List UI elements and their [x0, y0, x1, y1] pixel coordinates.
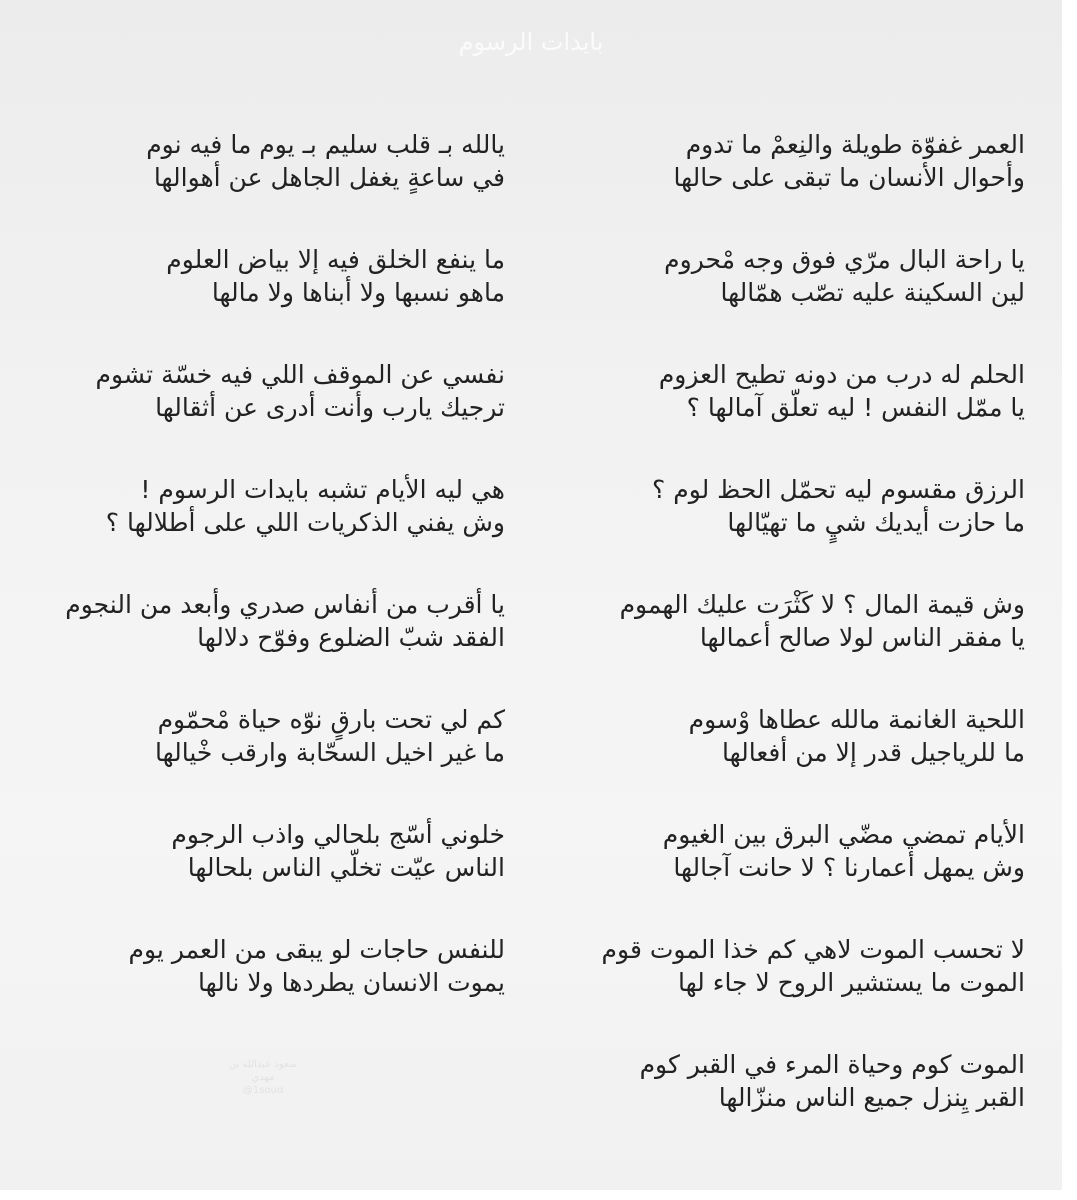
stanza [5, 818, 505, 933]
poem-title-watermark: بايدات الرسوم [458, 28, 604, 56]
stanza [525, 703, 1025, 818]
verse-line: القبر يِنزل جميع الناس منزّالها [718, 1083, 1025, 1112]
stanza [525, 1048, 1025, 1163]
verse-line: اللحية الغانمة مالله عطاها وْسوم [688, 705, 1025, 734]
poem-left-column [5, 128, 505, 1048]
stanza [5, 473, 505, 588]
bottom-border [0, 1190, 1077, 1200]
verse-line: العمر غفوّة طويلة والنِعمْ ما تدوم [685, 130, 1025, 159]
verse-line: هي ليه الأيام تشبه بايدات الرسوم ! [140, 475, 505, 504]
stanza [525, 818, 1025, 933]
verse-line: يا مفقر الناس لولا صالح أعمالها [699, 623, 1025, 652]
verse-line: الرزق مقسوم ليه تحمّل الحظ لوم ؟ [652, 475, 1025, 504]
stanza [525, 473, 1025, 588]
verse-line: نفسي عن الموقف اللي فيه خسّة تشوم [95, 360, 505, 389]
author-name: سعود عبدالله بن مهدي [228, 1059, 298, 1083]
right-border [1062, 0, 1077, 1200]
author-watermark [228, 1058, 298, 1097]
verse-line: ترجيك يارب وأنت أدرى عن أثقالها [155, 393, 505, 422]
verse-line: كم لي تحت بارقٍ نوّه حياة مْحمّوم [157, 705, 505, 734]
verse-line: ما حازت أيديك شيٍ ما تهيّالها [727, 508, 1025, 537]
stanza [525, 588, 1025, 703]
verse-line: الحلم له درب من دونه تطيح العزوم [658, 360, 1025, 389]
verse-line: ما غير اخيل السحّابة وارقب خْيالها [155, 738, 505, 767]
verse-line: وش يمهل أعمارنا ؟ لا حانت آجالها [673, 853, 1025, 882]
author-handle: @1soud [242, 1085, 284, 1096]
poem-right-column [525, 128, 1025, 1163]
verse-line: الموت كوم وحياة المرء في القبر كوم [639, 1050, 1025, 1079]
verse-line: يا ممّل النفس ! ليه تعلّق آمالها ؟ [686, 393, 1025, 422]
verse-line: لين السكينة عليه تصّب همّالها [720, 278, 1025, 307]
verse-line: لا تحسب الموت لاهي كم خذا الموت قوم [601, 935, 1025, 964]
stanza [525, 128, 1025, 243]
stanza [5, 128, 505, 243]
stanza [5, 358, 505, 473]
verse-line: ما للرياجيل قدر إلا من أفعالها [721, 738, 1025, 767]
verse-line: الفقد شبّ الضلوع وفوّح دلالها [197, 623, 505, 652]
stanza [5, 588, 505, 703]
verse-line: وأحوال الأنسان ما تبقى على حالها [673, 163, 1025, 192]
verse-line: في ساعةٍ يغفل الجاهل عن أهوالها [153, 163, 505, 192]
stanza [525, 243, 1025, 358]
verse-line: وش قيمة المال ؟ لا كَثْرَت عليك الهموم [619, 590, 1025, 619]
verse-line: خلوني أسّج بلحالي واذب الرجوم [171, 820, 505, 849]
stanza [5, 703, 505, 818]
verse-line: الموت ما يستشير الروح لا جاء لها [677, 968, 1025, 997]
verse-line: يا أقرب من أنفاس صدري وأبعد من النجوم [65, 590, 505, 619]
verse-line: للنفس حاجات لو يبقى من العمر يوم [128, 935, 505, 964]
stanza [525, 933, 1025, 1048]
verse-line: ماهو نسبها ولا أبناها ولا مالها [211, 278, 505, 307]
verse-line: يالله بـ قلب سليم بـ يوم ما فيه نوم [146, 130, 505, 159]
verse-line: ما ينفع الخلق فيه إلا بياض العلوم [166, 245, 505, 274]
verse-line: الأيام تمضي مضّي البرق بين الغيوم [662, 820, 1025, 849]
stanza [5, 243, 505, 358]
stanza [525, 358, 1025, 473]
verse-line: يموت الانسان يطردها ولا نالها [198, 968, 505, 997]
verse-line: يا راحة البال مرّي فوق وجه مْحروم [664, 245, 1025, 274]
verse-line: وش يفني الذكريات اللي على أطلالها ؟ [105, 508, 505, 537]
verse-line: الناس عيّت تخلّي الناس بلحالها [187, 853, 505, 882]
stanza [5, 933, 505, 1048]
